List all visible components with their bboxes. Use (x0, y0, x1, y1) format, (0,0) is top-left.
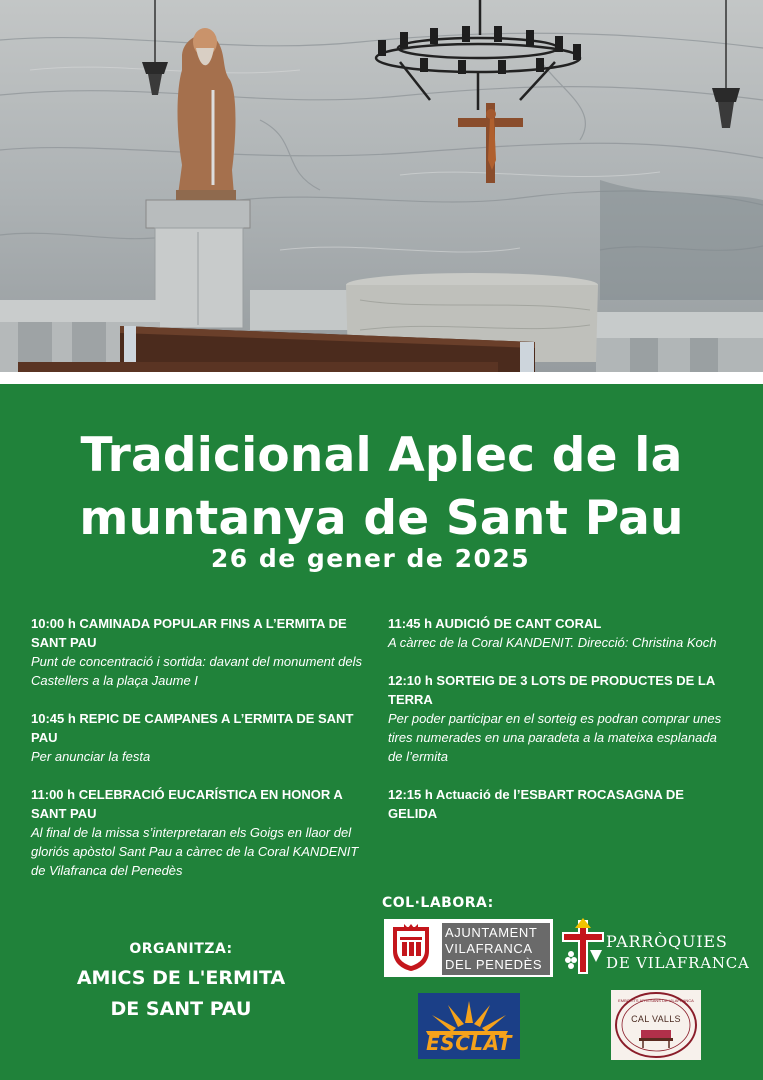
program-item-description: Per anunciar la festa (31, 749, 151, 764)
organizer-name-line-1: AMICS DE L'ERMITA (76, 967, 286, 989)
calvalls-logo (611, 990, 701, 1060)
parroquies-logo (560, 918, 750, 978)
program-right-column (388, 614, 733, 842)
program-item-heading: 11:00 h CELEBRACIÓ EUCARÍSTICA EN HONOR A SANT PAU (31, 787, 343, 821)
parroquies-line-2: DE VILAFRANCA (606, 954, 750, 972)
ajuntament-logo (384, 919, 553, 977)
calvalls-wordmark: CAL VALLS (631, 1014, 681, 1024)
program-item-heading: 12:15 h Actuació de l’ESBART ROCASAGNA DE GELIDA (388, 787, 684, 821)
program-item-description: Al final de la missa s’interpretaran els Goigs en llaor del gloriós apòstol Sant Pau a càrrec de la Coral KANDENIT de Vilafranca del Penedès (31, 825, 359, 878)
program-item-description: A càrrec de la Coral KANDENIT. Direcció: Christina Koch (388, 635, 717, 650)
program-item (388, 671, 733, 766)
organizer-name (33, 963, 329, 1025)
program-item (388, 785, 733, 823)
program-item-description: Punt de concentració i sortida: davant del monument dels Castellers a la plaça Jaume I (31, 654, 362, 688)
ajuntament-line-2: VILAFRANCA (445, 941, 533, 956)
esclat-wordmark: ESCLAT (426, 1031, 512, 1055)
parish-emblem-icon (560, 918, 606, 976)
program-item (31, 614, 376, 690)
poster-body (0, 384, 763, 1080)
title-line-2: muntanya de Sant Pau (79, 491, 684, 546)
program-item-description: Per poder participar en el sorteig es podran comprar unes tires numerades en una paradeta a la mateixa esplanada de l’ermita (388, 711, 722, 764)
program-item (31, 709, 376, 766)
collaborators-label: COL·LABORA: (382, 895, 494, 911)
hermitage-cave-altar-photo (0, 0, 763, 372)
ajuntament-line-1: AJUNTAMENT (445, 925, 538, 940)
organizer-name-line-2: DE SANT PAU (110, 998, 252, 1020)
program-item-heading: 10:45 h REPIC DE CAMPANES A L’ERMITA DE SANT PAU (31, 711, 354, 745)
event-date: 26 de gener de 2025 (210, 544, 531, 573)
program-item (388, 614, 733, 652)
program-item-heading: 11:45 h AUDICIÓ DE CANT CORAL (388, 616, 602, 631)
ajuntament-wordmark (442, 923, 550, 975)
program-item-heading: 12:10 h SORTEIG DE 3 LOTS DE PRODUCTES DE LA TERRA (388, 673, 715, 707)
town-shield-icon (390, 923, 432, 973)
organizer-label: ORGANITZA: (129, 941, 233, 957)
page-title (0, 424, 763, 550)
parroquies-line-1: PARRÒQUIES (606, 932, 728, 951)
program-item-heading: 10:00 h CAMINADA POPULAR FINS A L’ERMITA DE SANT PAU (31, 616, 347, 650)
header-photo (0, 0, 763, 372)
divider-band (0, 372, 763, 384)
program-left-column (31, 614, 376, 899)
ajuntament-line-3: DEL PENEDÈS (445, 957, 543, 972)
calvalls-tagline: EMBOTITS ARTESANS DE VILAFRANCA (618, 998, 694, 1003)
esclat-logo (418, 993, 520, 1059)
title-line-1: Tradicional Aplec de la (80, 428, 683, 483)
program-item (31, 785, 376, 880)
